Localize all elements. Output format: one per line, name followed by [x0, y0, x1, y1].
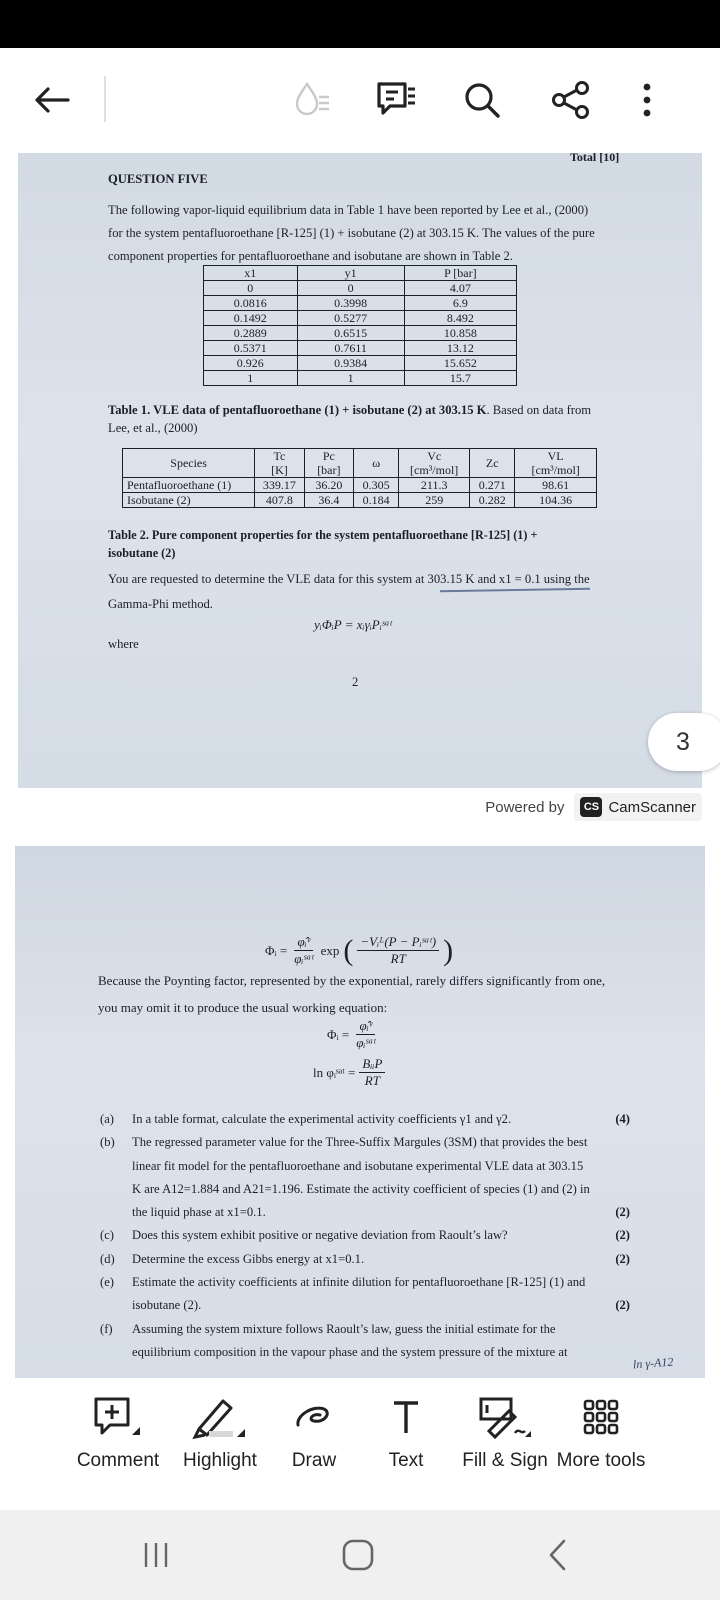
table2-caption: Table 2. Pure component properties for the system pentafluoroethane [R-125] (1) +	[108, 528, 538, 542]
question-item	[100, 1248, 630, 1271]
table-cell: 0.5277	[297, 311, 404, 326]
table-header: Tc [K]	[255, 449, 304, 478]
table-row	[204, 326, 517, 341]
exp-label: exp	[320, 942, 340, 958]
table-cell: 339.17	[255, 478, 304, 493]
table-row	[123, 493, 597, 508]
question-text: The regressed parameter value for the Three-Suffix Margules (3SM) that provides the best	[132, 1135, 588, 1150]
comment-tool[interactable]	[63, 1390, 173, 1472]
table-cell: 15.652	[404, 356, 516, 371]
question-text: Assuming the system mixture follows Raoult’s law, guess the initial estimate for the	[132, 1321, 556, 1336]
table-cell: 36.4	[304, 493, 353, 508]
question-label: (d)	[100, 1251, 115, 1266]
search-icon[interactable]	[456, 74, 508, 126]
intro-line: The following vapor-liquid equilibrium data in Table 1 have been reported by Lee et al., (2000)	[108, 203, 589, 217]
table-row	[204, 356, 517, 371]
request-line: You are requested to determine the VLE data for this system at 303.15 K and x1 = 0.1 using the	[108, 572, 590, 586]
table-header-row	[204, 266, 517, 281]
question-heading: QUESTION FIVE	[108, 172, 208, 186]
back-arrow-icon[interactable]	[26, 74, 78, 126]
document-page	[18, 153, 702, 788]
table-cell: 36.20	[304, 478, 353, 493]
highlight-label: Highlight	[183, 1450, 257, 1471]
equation-lhs: Φᵢ =	[327, 1026, 350, 1042]
table-cell: 8.492	[404, 311, 516, 326]
question-text: equilibrium composition in the vapour phase and the system pressure of the mixture at	[132, 1344, 568, 1359]
table-cell: 10.858	[404, 326, 516, 341]
table-cell: 0.271	[470, 478, 515, 493]
table-cell: 0	[297, 281, 404, 296]
fill-sign-label: Fill & Sign	[462, 1450, 548, 1471]
table-header: Pc [bar]	[304, 449, 353, 478]
comments-list-icon[interactable]	[370, 74, 422, 126]
table-cell: 0.7611	[297, 341, 404, 356]
table-cell: Pentafluoroethane (1)	[123, 478, 255, 493]
table-cell: 0.282	[470, 493, 515, 508]
table-cell: 259	[399, 493, 470, 508]
question-text: Estimate the activity coefficients at infinite dilution for pentafluoroethane [R-125] (1) and	[132, 1275, 586, 1290]
ln-phi-equation	[313, 1056, 385, 1089]
annotation-toolbar	[0, 1378, 720, 1510]
camscanner-watermark	[485, 787, 702, 827]
table-cell: 0.1492	[204, 311, 298, 326]
comment-label: Comment	[76, 1450, 160, 1471]
table-header: P [bar]	[404, 266, 516, 281]
poynting-text: Because the Poynting factor, represented by the exponential, rarely differs significantly from one,	[98, 973, 606, 988]
intro-line: for the system pentafluoroethane [R-125] (1) + isobutane (2) at 303.15 K. The values of the pure	[108, 226, 595, 240]
table-row	[204, 281, 517, 296]
table-cell: 104.36	[515, 493, 597, 508]
table-cell: 98.61	[515, 478, 597, 493]
table-header: Zc	[470, 449, 515, 478]
question-text: In a table format, calculate the experimental activity coefficients γ1 and γ2.	[132, 1112, 512, 1126]
text-label: Text	[388, 1450, 424, 1471]
table-cell: 1	[297, 371, 404, 386]
table-row	[123, 478, 597, 493]
table-cell: 0.6515	[297, 326, 404, 341]
comment-icon	[63, 1390, 173, 1444]
top-toolbar	[0, 48, 720, 153]
table-cell: 0.5371	[204, 341, 298, 356]
text-tool[interactable]	[351, 1390, 461, 1472]
phi-working-equation	[327, 1018, 379, 1051]
vle-data-table	[203, 265, 517, 386]
question-item	[100, 1108, 630, 1131]
total-marks: Total [10]	[570, 153, 620, 164]
table-cell: 4.07	[404, 281, 516, 296]
table-cell: 0.184	[354, 493, 399, 508]
gamma-phi-equation: yᵢΦᵢP = xᵢγᵢPᵢˢᵃᵗ	[314, 617, 392, 632]
more-tools-button[interactable]	[546, 1390, 656, 1472]
table-header: x1	[204, 266, 298, 281]
table-header: Vc [cm³/mol]	[399, 449, 470, 478]
draw-label: Draw	[291, 1450, 337, 1471]
toolbar-divider	[104, 76, 106, 122]
question-item	[100, 1271, 630, 1318]
table-row	[204, 296, 517, 311]
table-cell: 0.9384	[297, 356, 404, 371]
question-marks: (2)	[615, 1251, 630, 1266]
page-indicator[interactable]: 3	[648, 713, 720, 771]
question-text: linear fit model for the pentafluoroethane and isobutane experimental VLE data at 303.15	[132, 1158, 584, 1173]
poynting-text: you may omit it to produce the usual working equation:	[98, 1000, 388, 1015]
table-header: Species	[123, 449, 255, 478]
question-label: (c)	[100, 1228, 114, 1243]
table-cell: 0.2889	[204, 326, 298, 341]
question-text: isobutane (2).	[132, 1298, 202, 1313]
question-item	[100, 1224, 630, 1247]
page-number: 2	[352, 675, 359, 689]
question-label: (b)	[100, 1135, 115, 1150]
where-label: where	[108, 637, 139, 651]
question-label: (f)	[100, 1321, 113, 1336]
table-cell: 0.0816	[204, 296, 298, 311]
back-nav-icon[interactable]	[528, 1532, 588, 1578]
table1-caption: Table 1. VLE data of pentafluoroethane (1) + isobutane (2) at 303.15 K. Based on data from	[108, 403, 592, 417]
question-marks: (2)	[615, 1228, 630, 1243]
more-icon[interactable]	[632, 74, 662, 126]
camscanner-logo-icon: CS	[580, 797, 602, 817]
table-cell: 15.7	[404, 371, 516, 386]
question-marks: (2)	[615, 1205, 630, 1220]
question-list	[100, 1108, 630, 1364]
pure-component-table	[122, 448, 597, 508]
question-text: Determine the excess Gibbs energy at x1=0.1.	[132, 1251, 365, 1266]
system-nav-bar	[0, 1510, 720, 1600]
table-cell: Isobutane (2)	[123, 493, 255, 508]
table-cell: 1	[204, 371, 298, 386]
table-cell: 407.8	[255, 493, 304, 508]
question-text: K are A12=1.884 and A21=1.196. Estimate the activity coefficient of species (1) and (2) in	[132, 1181, 590, 1196]
equation-lhs: ln φᵢˢᵃᵗ =	[313, 1064, 356, 1080]
question-text: the liquid phase at x1=0.1.	[132, 1205, 266, 1220]
recent-apps-icon[interactable]	[126, 1532, 186, 1578]
request-line: Gamma-Phi method.	[108, 597, 213, 611]
intro-line: component properties for pentafluoroethane and isobutane are shown in Table 2.	[108, 249, 513, 263]
table-cell: 0.926	[204, 356, 298, 371]
question-item	[100, 1318, 630, 1365]
table-row	[204, 311, 517, 326]
table-cell: 0.3998	[297, 296, 404, 311]
question-text: Does this system exhibit positive or negative deviation from Raoult’s law?	[132, 1228, 508, 1243]
fill-sign-icon	[450, 1390, 560, 1444]
table1-caption-line2: Lee, et al., (2000)	[108, 421, 198, 435]
question-marks: (4)	[615, 1112, 630, 1126]
question-label: (a)	[100, 1112, 114, 1126]
document-viewer[interactable]	[0, 153, 720, 1378]
table-cell: 13.12	[404, 341, 516, 356]
table-cell: 0.305	[354, 478, 399, 493]
read-aloud-icon[interactable]	[286, 74, 338, 126]
camscanner-badge	[574, 793, 702, 821]
table-cell: 6.9	[404, 296, 516, 311]
fill-sign-tool[interactable]	[450, 1390, 560, 1472]
more-tools-label: More tools	[556, 1450, 646, 1471]
home-icon[interactable]	[328, 1532, 388, 1578]
equation-lhs: Φᵢ =	[265, 942, 288, 958]
table-cell: 211.3	[399, 478, 470, 493]
table2-caption-line2: isobutane (2)	[108, 546, 176, 560]
fraction: $\frac{\text{−Vᵢᴸ(P − Pᵢˢᵃᵗ)}}{RT}$	[357, 934, 439, 967]
camscanner-brand: CamScanner	[608, 798, 696, 816]
table-row	[204, 371, 517, 386]
table-cell: 0	[204, 281, 298, 296]
document-page	[15, 846, 705, 1378]
share-icon[interactable]	[545, 74, 597, 126]
phi-equation: Φᵢ = $\frac{\text{φ̂ᵢᵛ}}{\text{φᵢˢᵃᵗ}}$ exp ( $\frac{\text{−Vᵢᴸ(P − Pᵢˢᵃᵗ)}}{RT}$ )	[265, 933, 454, 967]
table-header: y1	[297, 266, 404, 281]
question-item	[100, 1131, 630, 1224]
fraction: $\frac{\text{BᵢᵢP}}{RT}$	[359, 1056, 385, 1089]
fraction: $\frac{\text{φ̂ᵢᵛ}}{\text{φᵢˢᵃᵗ}}$	[294, 934, 314, 966]
question-marks: (2)	[615, 1298, 630, 1313]
table-header: ω	[354, 449, 399, 478]
grid-icon	[546, 1390, 656, 1444]
status-bar	[0, 0, 720, 48]
fraction: $\frac{\text{φ̂ᵢᵛ}}{\text{φᵢˢᵃᵗ}}$	[356, 1018, 376, 1050]
table-header-row	[123, 449, 597, 478]
handwritten-note: ln γ-A12	[632, 1354, 674, 1372]
table-header: VL [cm³/mol]	[515, 449, 597, 478]
table-row	[204, 341, 517, 356]
powered-by-label: Powered by	[485, 798, 565, 816]
question-label: (e)	[100, 1275, 114, 1290]
text-icon	[351, 1390, 461, 1444]
